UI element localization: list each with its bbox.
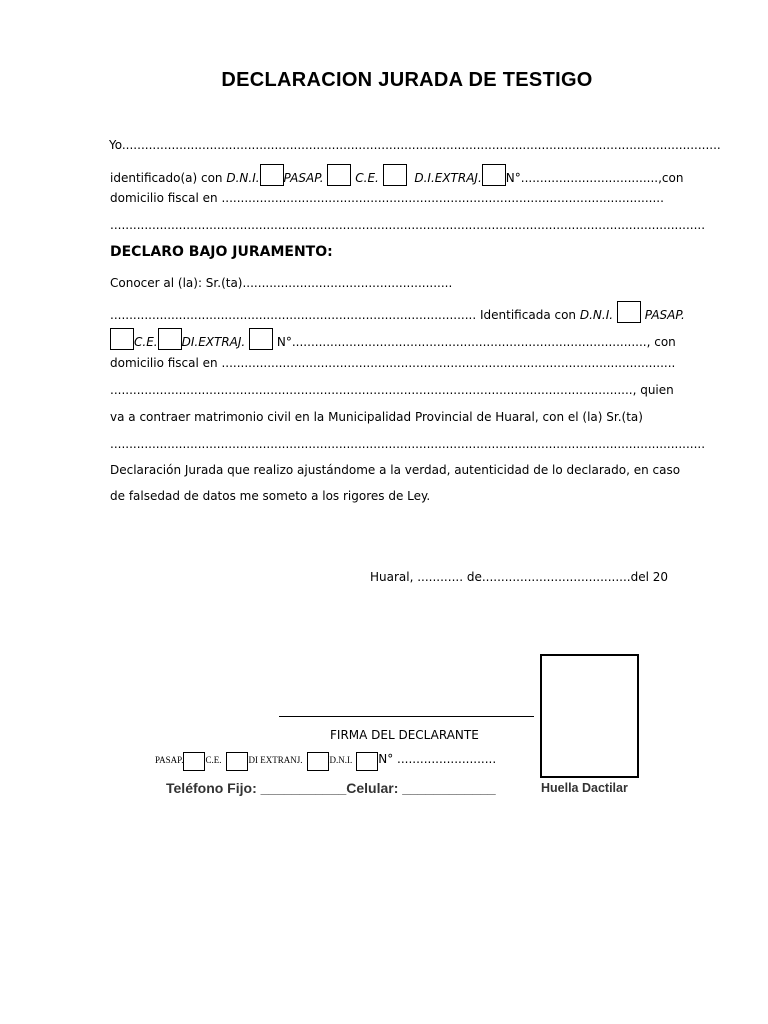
pasap-checkbox[interactable]: [327, 164, 351, 186]
witness-doc-line: [110, 328, 676, 350]
ce-checkbox[interactable]: [383, 164, 407, 186]
witness-pasap-label: PASAP.: [644, 308, 685, 322]
fingerprint-box: [540, 654, 639, 778]
witness-domicilio-line: domicilio fiscal en .......................................................................................................................: [110, 356, 676, 370]
witness-diextraj-checkbox[interactable]: [249, 328, 273, 350]
sig-dni-checkbox[interactable]: [356, 752, 378, 771]
witness-diextraj-label: DI.EXTRAJ.: [181, 335, 246, 349]
phone-row: [166, 780, 496, 796]
date-line: Huaral, ............ de.......................................del 20: [370, 570, 669, 584]
name-dots: ................................................................................................ Identificada con: [110, 308, 580, 322]
signature-label: FIRMA DEL DECLARANTE: [330, 728, 479, 742]
declaracion-line-2: de falsedad de datos me someto a los rigores de Ley.: [110, 489, 431, 503]
declaracion-line-1: Declaración Jurada que realizo ajustándome a la verdad, autenticidad de lo declarado, en caso: [110, 463, 681, 477]
sig-pasap-label: PASAP.: [155, 755, 184, 765]
sig-dni-label: D.N.I.: [329, 755, 353, 765]
ce-label: C.E.: [355, 171, 379, 185]
sig-ce-checkbox[interactable]: [226, 752, 248, 771]
pasap-label: PASAP.: [283, 171, 324, 185]
witness-pasap-checkbox[interactable]: [110, 328, 134, 350]
matrimonio-line: va a contraer matrimonio civil en la Municipalidad Provincial de Huaral, con el (la) Sr.(ta): [110, 410, 643, 424]
yo-line: Yo.............................................................................................................................................................: [109, 138, 721, 152]
conocer-line: Conocer al (la): Sr.(ta).......................................................: [110, 276, 453, 290]
sig-diextranj-checkbox[interactable]: [307, 752, 329, 771]
section-heading: DECLARO BAJO JURAMENTO:: [110, 244, 333, 260]
diextraj-label: D.I.EXTRAJ.: [414, 171, 482, 185]
sig-pasap-checkbox[interactable]: [183, 752, 205, 771]
document-title: DECLARACION JURADA DE TESTIGO: [221, 69, 593, 91]
huella-label: Huella Dactilar: [541, 781, 628, 795]
sig-diextranj-label: DI EXTRANJ.: [248, 755, 303, 765]
identificado-line: [110, 164, 683, 186]
telefono-field: Teléfono Fijo: ___________: [166, 780, 347, 796]
identificada-line: [110, 301, 685, 323]
witness-dni-checkbox[interactable]: [617, 301, 641, 323]
domicilio-dots-line: ............................................................................................................................................................: [110, 218, 706, 232]
witness-ce-label: C.E.: [134, 335, 158, 349]
witness-dni-label: D.N.I.: [579, 308, 614, 322]
quien-line: ........................................................................................................................................., quien: [110, 383, 674, 397]
witness-numero-field: N°............................................................................................., con: [276, 335, 676, 349]
dni-checkbox[interactable]: [260, 164, 284, 186]
dni-label: D.N.I.: [226, 171, 260, 185]
numero-field: N°....................................,con: [505, 171, 684, 185]
sig-ce-label: C.E.: [205, 755, 222, 765]
signature-doc-row: [155, 751, 496, 771]
identificado-prefix: identificado(a) con: [110, 171, 227, 185]
sig-numero-field: N° ..........................: [378, 752, 497, 766]
witness-ce-checkbox[interactable]: [158, 328, 182, 350]
celular-field: Celular: ____________: [346, 780, 496, 796]
signature-line: [279, 716, 534, 717]
diextraj-checkbox[interactable]: [482, 164, 506, 186]
domicilio-line: domicilio fiscal en ....................................................................................................................: [110, 191, 664, 205]
spouse-dots-line: ............................................................................................................................................................: [110, 437, 706, 451]
